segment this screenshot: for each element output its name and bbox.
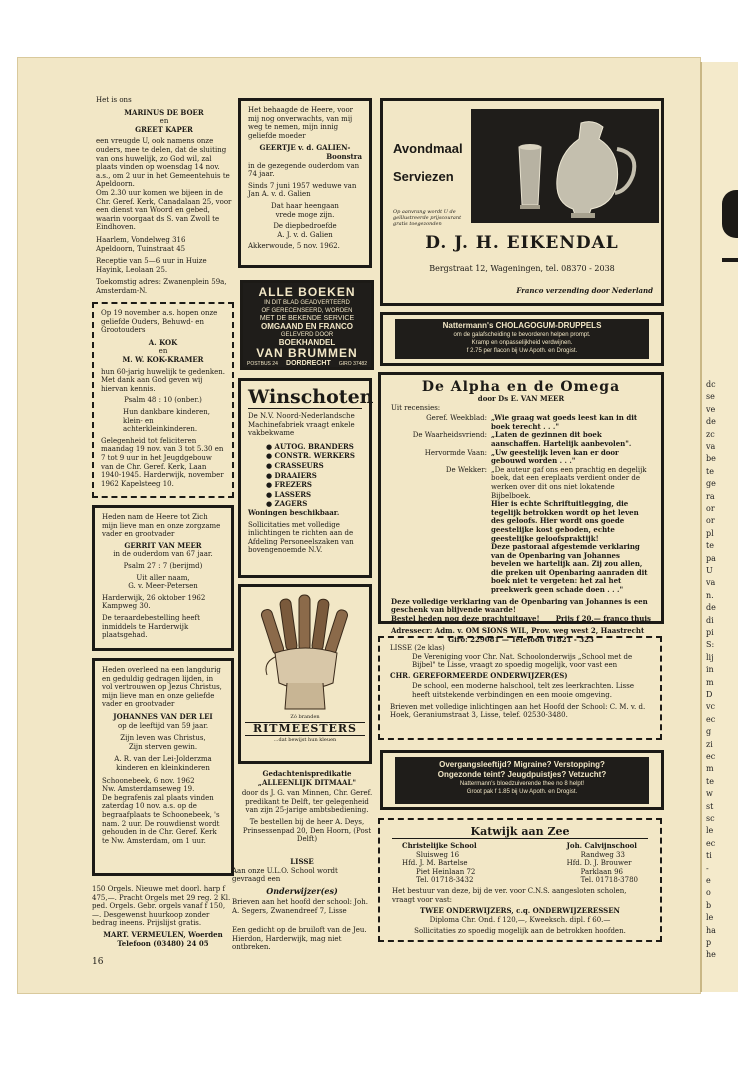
katwijk-role: TWEE ONDERWIJZERS, c.q. ONDERWIJZERESSEN <box>420 906 620 916</box>
death2-name: JOHANNES VAN DER LEI <box>113 711 213 721</box>
job-item: ● ZAGERS <box>266 499 308 509</box>
nattermann1-line-2: om de galafscheiding te bevorderen helpen prompt. <box>453 332 591 338</box>
lisse2-desc: De school, een moderne halschool, telt zes leerkrachten. Lisse heeft uitstekende verbindingen en een mooie omgeving. <box>412 682 634 699</box>
stub-fragment: b <box>706 900 712 910</box>
groom-name: MARINUS DE BOER <box>124 107 204 117</box>
galien-age: in de gezegende ouderdom van 74 jaar. <box>248 161 360 179</box>
wedding-announcement <box>96 96 232 295</box>
lisse2-title: LISSE (2e klas) <box>390 644 445 652</box>
galien-verse-1: Dat haar heengaan <box>271 201 339 210</box>
nattermann2-line-1: Overgangsleeftijd? Migraine? Verstopping? <box>439 760 605 769</box>
katwijk-school-advertisement <box>378 818 662 942</box>
stub-fragment: D <box>706 690 713 699</box>
boeken-line-7: BOEKHANDEL <box>278 338 336 347</box>
galien-name-2: Boonstra <box>326 151 362 161</box>
bookshop-advertisement <box>240 280 374 370</box>
nattermann2-line-3: Nattermann's bloedzuiverende thee no 8 helpt! <box>459 781 585 787</box>
stub-fragment: va <box>706 442 716 451</box>
school-1-name: Christelijke School <box>402 841 477 850</box>
death-notice-galien <box>238 98 372 268</box>
nattermann-thee-ad <box>380 750 664 810</box>
nattermann2-line-2: Ongezonde teint? Jeugdpuistjes? Vetzucht? <box>437 770 607 779</box>
lisse2-apply: Brieven met volledige inlichtingen aan het Hoofd der School: C. M. v. d. Hoek, Geraniumstraat 3, Lisse, telef. 02530-3480. <box>390 702 646 720</box>
job-item: ● CRASSEURS <box>266 460 324 470</box>
organ-body: 150 Orgels. Nieuwe met doorl. harp f 475,—. Pracht Orgels met 29 reg. 2 Kl. ped. Orgels. Gebr. orgels vanaf f 150,—. Desgewenst huurkoop zonder bedrag ineens. Prijslijst gratis. <box>92 885 231 928</box>
death-notice-van-meer <box>92 505 234 651</box>
gedacht-body: door ds J. G. van Minnen, Chr. Geref. predikant te Delft, ter gelegenheid van zijn 25-jarige ambtsbediening. <box>241 789 373 815</box>
stub-fragment: o <box>706 888 711 898</box>
gedacht-quote: „ALLEENLIJK DITMAAL" <box>257 777 357 787</box>
nattermann1-title: Nattermann's CHOLAGOGUM-DRUPPELS <box>442 321 602 330</box>
death2-funeral: De begrafenis zal plaats vinden zaterdag 10 nov. a.s. op de begraafplaats te Schoonebeek, 's nam. 2 uur. De rouwdienst wordt gehouden in de Chr. Geref. Kerk te Nw. Amsterdam, om 1 uur. <box>102 793 220 845</box>
boeken-shop-name: VAN BRUMMEN <box>256 346 358 360</box>
nattermann-cholagogum-ad <box>380 312 664 366</box>
galien-verse-2: vrede moge zijn. <box>275 210 335 219</box>
boeken-title: ALLE BOEKEN <box>258 285 356 299</box>
stub-fragment: or <box>706 516 715 526</box>
winschoten-job-list <box>248 442 362 509</box>
stub-fragment: ti <box>706 851 712 861</box>
anniversary-announcement <box>92 302 234 498</box>
anniv-psalm: Psalm 48 : 10 (onber.) <box>124 396 202 405</box>
stub-fragment: le <box>706 826 714 836</box>
job-item: ● LASSERS <box>266 489 312 499</box>
organ-phone: Telefoon (03480) 24 05 <box>117 938 209 948</box>
death-notice-van-der-lei <box>92 658 234 876</box>
alpha-price: Prijs f 20,— franco thuis <box>555 613 651 623</box>
review-row <box>391 431 651 448</box>
wedding-body-2: Om 2.30 uur komen we bijeen in de Chr. Geref. Kerk, Canadalaan 25, voor een dienst van Woord en gebed, waarin voorgaat ds S. van Zwoll te Eindhoven. <box>96 188 232 232</box>
job-item-label: LASSERS <box>274 489 312 499</box>
eikendal-title-2: Serviezen <box>393 169 454 184</box>
galien-since: Sinds 7 juni 1957 weduwe van Jan A. v. d. Galien <box>248 181 357 199</box>
wedding-body: een vreugde U, ook namens onze ouders, mee te delen, dat de sluiting van ons huwelijk, zo God wil, zal plaats vinden op woensdag 14 nov. a.s., om 2 uur in het Gemeentehuis te Apeldoorn. <box>96 137 230 189</box>
stub-fragment: pa <box>706 553 716 563</box>
alpha-uit: Uit recensies: <box>391 403 441 412</box>
alpha-p2: Deze pastoraal afgestemde verklaring van de Openbaring van Johannes bevelen we hartelijk aan. Zij zou allen, die preken uit Openbaring aanraden dit boek niet te vergeten: het zal het preekwerk geen schade doen . . ." <box>491 542 648 595</box>
job-item-label: CONSTR. WERKERS <box>274 451 355 461</box>
future-address: Toekomstig adres: Zwanenplein 59a, Amsterdam-N. <box>96 278 227 295</box>
nattermann2-inner <box>395 757 649 804</box>
anniv-name-1: A. KOK <box>148 337 178 347</box>
alpha-author: door Ds E. VAN MEER <box>477 394 565 403</box>
stub-fragment: e <box>706 876 711 885</box>
boeken-city: DORDRECHT <box>286 360 331 367</box>
alpha-title: De Alpha en de Omega <box>421 379 621 395</box>
stub-fragment: or <box>706 504 715 513</box>
nattermann2-line-4: Groot pak f 1.85 bij Uw Apoth. en Drogist. <box>466 789 578 795</box>
stub-fragment: ge <box>706 479 716 489</box>
katwijk-school-2 <box>567 842 638 885</box>
alpha-reviews <box>391 414 651 500</box>
job-item-label: AUTOG. BRANDERS <box>274 441 354 451</box>
eikendal-title-1: Avondmaal <box>393 141 463 156</box>
stub-fragment: n. <box>706 590 714 600</box>
death1-uit: Uit aller naam, <box>136 573 190 582</box>
review-text: „De auteur gaf ons een prachtig en degelijk boek, dat een ereplaats verdient onder de werken over dit ons niet lokatende Bijbelboek. <box>491 465 647 500</box>
death1-psalm: Psalm 27 : 7 (berijmd) <box>123 561 203 570</box>
job-item: ● DRAAIERS <box>266 470 317 480</box>
katwijk-school-1 <box>402 842 477 885</box>
stub-fragment: S: <box>706 640 715 650</box>
organ-seller: MART. VERMEULEN, Woerden <box>103 929 223 939</box>
wedding-intro: Het is ons <box>96 96 132 104</box>
anniv-body: hun 60-jarig huwelijk te gedenken. Met dank aan God geven wij hiervan kennis. <box>101 367 225 393</box>
stub-fragment: de <box>706 417 716 427</box>
winschoten-intro: De N.V. Noord-Nederlandsche Machinefabriek vraagt enkele vakbekwame <box>248 412 355 438</box>
gedacht-title: Gedachtenispredikatie <box>262 769 352 778</box>
review-source: De Waarheidsvriend: <box>412 431 487 440</box>
stub-fragment: ve <box>706 404 716 414</box>
stub-fragment: vc <box>706 702 715 712</box>
katwijk-diploma: Diploma Chr. Ond. f 120,—, Kweeksch. dipl. f 60.— <box>429 915 611 924</box>
death1-sign: G. v. Meer-Petersen <box>128 582 198 591</box>
stub-fragment: se <box>706 392 715 402</box>
stub-fragment: lij <box>706 652 714 662</box>
alpha-order-row <box>391 615 651 624</box>
alpha-omega-book-ad <box>378 372 664 645</box>
alpha-address-1: Adressecr: Adm. v. OM SIONS WIL, Prov. weg west 2, Haastrecht <box>391 626 645 636</box>
death2-age: op de leeftijd van 59 jaar. <box>117 721 209 730</box>
katwijk-body: Het bestuur van deze, bij de ver. voor C.N.S. aangesloten scholen, vraagt voor vast: <box>392 886 627 904</box>
review-row <box>391 466 651 500</box>
lisse2-body: De Vereniging voor Chr. Nat. Schoolonderwijs „School met de Bijbel" te Lisse, vraagt zo spoedig mogelijk, voor vast een <box>412 652 633 670</box>
stub-fragment: ra <box>706 491 715 501</box>
gedachtenis-advertisement <box>240 770 374 844</box>
katwijk-schools <box>392 842 648 885</box>
anniv-name-2: M. W. KOK-KRAMER <box>122 354 204 364</box>
stub-fragment: dc <box>706 380 716 389</box>
rit-brand: RITMEESTERS <box>245 722 365 736</box>
column-1 <box>96 96 232 295</box>
address-2: Apeldoorn, Tuinstraat 45 <box>96 244 186 253</box>
anniv-reception: Gelegenheid tot feliciteren maandag 19 nov. van 3 tot 5.30 en 7 tot 9 uur in het Jeugdgebouw van de Chr. Geref. Kerk, Laan 1940-1945. Harderwijk, november 1962 Kapelsteeg 10. <box>101 436 224 488</box>
anniv-and: en <box>158 347 168 356</box>
ritmeesters-advertisement <box>238 584 372 764</box>
nattermann1-line-4: f 2.75 per flacon bij Uw Apoth. en Drogist. <box>466 348 578 354</box>
stub-fragment: U <box>706 566 713 575</box>
address-1: Haarlem, Vondelweg 316 <box>96 235 186 244</box>
galien-place: Akkerwoude, 5 nov. 1962. <box>248 242 340 251</box>
galien-name-1: GEERTJE v. d. GALIEN- <box>259 143 351 153</box>
boeken-footer <box>247 360 367 368</box>
page-number: 16 <box>92 957 104 967</box>
review-text: „Uw geestelijk leven kan er door gebouwd worden . . ." <box>491 447 619 466</box>
anniv-intro: Op 19 november a.s. hopen onze geliefde Ouders, Behuwd- en Grootouders <box>101 309 218 335</box>
death1-funeral: De teraardebestelling heeft inmiddels te Harderwijk plaatsgehad. <box>102 613 200 640</box>
school-1-head: Hfd. J. M. Bartelse <box>402 859 468 868</box>
stub-fragment: pi <box>706 628 714 637</box>
death2-place-2: Nw. Amsterdamseweg 19. <box>102 785 195 794</box>
katwijk-title: Katwijk aan Zee <box>392 825 648 839</box>
nattermann1-line-3: Kramp en onpasselijkheid verdwijnen. <box>471 340 573 346</box>
death2-verse-2: Zijn sterven gewin. <box>128 742 198 751</box>
boeken-line-2: IN DIT BLAD GEADVERTEERD <box>264 300 350 306</box>
death1-name: GERRIT VAN MEER <box>124 540 202 550</box>
reception: Receptie van 5—6 uur in Huize Hayink, Leolaan 25. <box>96 257 207 274</box>
winschoten-job-advertisement <box>238 378 372 578</box>
alpha-p3: Deze volledige verklaring van de Openbaring van Johannes is een geschenk van blijvende waarde! <box>391 596 648 615</box>
stub-fragment: te <box>706 466 714 476</box>
school-2-head-address: Parklaan 96 <box>580 867 623 876</box>
death2-verse-1: Zijn leven was Christus, <box>120 734 206 743</box>
death1-age: in de ouderdom van 67 jaar. <box>113 550 213 559</box>
stub-fragment: te <box>706 541 714 551</box>
stub-fragment: m <box>706 677 714 687</box>
gedacht-order: Te bestellen bij de heer A. Deys, Prinsessenpad 20, Den Hoorn, (Post Delft) <box>242 817 372 844</box>
right-page-big-letter <box>722 190 738 238</box>
right-page-rule <box>722 258 738 262</box>
stub-fragment: de <box>706 603 716 613</box>
stub-fragment: in <box>706 665 714 675</box>
anniv-kids: Hun dankbare kinderen, klein- en achterkleinkinderen. <box>123 407 210 434</box>
boeken-line-3: OF GERECENSEERD, WORDEN <box>261 308 353 314</box>
job-item-label: DRAAIERS <box>274 470 317 480</box>
lisse-role: Onderwijzer(es) <box>266 885 338 896</box>
school-2-head: Hfd. D. J. Brouwer <box>566 859 632 868</box>
boeken-line-5: OMGAAND EN FRANCO <box>261 322 353 331</box>
stub-fragment: g <box>706 727 712 737</box>
stub-fragment: w <box>706 789 713 799</box>
lisse-ulo-advertisement <box>232 858 372 916</box>
poem-advertisement: Een gedicht op de bruiloft van de Jeu. Hierdon, Harderwijk, mag niet ontbreken. <box>232 926 367 952</box>
school-1-phone: Tel. 01718-3432 <box>416 876 474 885</box>
boeken-line-4: MET DE BEKENDE SERVICE <box>259 315 355 322</box>
galien-intro: Het behaagde de Heere, voor mij nog onverwachts, van mij weg te nemen, mijn innig geliefde moeder <box>248 106 353 140</box>
job-item: ● CONSTR. WERKERS <box>266 451 355 461</box>
stub-fragment: m <box>706 764 714 774</box>
bride-name: GREET KAPER <box>135 124 193 134</box>
rit-small: Zó branden <box>290 714 320 720</box>
review-text: „Laten de gezinnen dit boek aanschaffen. Hartelijk aanbevolen". <box>491 430 632 448</box>
death2-intro: Heden overleed na een langdurig en geduldig gedragen lijden, in vol vertrouwen op Jezus Christus, mijn lieve man en onze geliefde vader en grootvader <box>102 666 222 709</box>
job-item-label: FREZERS <box>274 480 312 490</box>
stub-fragment: le <box>706 913 714 923</box>
job-item-label: ZAGERS <box>274 499 308 509</box>
stub-fragment: va <box>706 578 716 588</box>
stub-fragment: zi <box>706 739 713 749</box>
hand-with-cigars-illustration <box>245 591 365 711</box>
stub-fragment: di <box>706 615 714 625</box>
alpha-p1: Hier is echte Schriftuitlegging, die tegelijk betrokken wordt op het leven des geloofs. Hier wordt ons goede geestelijke kost geboden, echte geestelijke geloofspraktijk! <box>491 499 639 543</box>
organ-advertisement <box>92 885 234 948</box>
winschoten-housing: Woningen beschikbaar. <box>248 507 340 517</box>
stub-fragment: st <box>706 801 714 811</box>
review-text: „Wie graag wat goeds leest kan in dit boek terecht . . ." <box>491 413 638 431</box>
galien-sign-1: De diepbedroefde <box>273 222 337 231</box>
nattermann1-inner <box>395 319 649 359</box>
alpha-extra <box>391 500 651 595</box>
school-2-phone: Tel. 01718-3780 <box>580 876 638 885</box>
school-1-street: Sluisweg 16 <box>416 850 460 859</box>
review-row <box>391 414 651 431</box>
eikendal-address: Bergstraat 12, Wageningen, tel. 08370 - 2038 <box>429 264 615 273</box>
stub-fragment: - <box>706 863 709 873</box>
death1-place: Harderwijk, 26 oktober 1962 Kampweg 30. <box>102 593 206 611</box>
stub-fragment: he <box>706 950 716 960</box>
alpha-order: Bestel heden nog deze prachtuitgave! <box>391 613 540 623</box>
stub-fragment: ec <box>706 838 716 848</box>
alpha-address-2: Giro: 229081 — Telefoon 01821 - 323 <box>448 635 594 645</box>
death2-place-1: Schoonebeek, 6 nov. 1962 <box>102 776 195 785</box>
lisse-school-advertisement <box>378 636 662 740</box>
eikendal-name: D. J. H. EIKENDAL <box>425 233 619 253</box>
galien-sign-2: A. J. v. d. Galien <box>277 230 333 239</box>
school-2-street: Randweg 33 <box>580 850 625 859</box>
stub-fragment: pl <box>706 528 714 538</box>
stub-fragment: te <box>706 776 714 786</box>
lisse-apply: Brieven aan het hoofd der school: Joh. A. Segers, Zwanendreef 7, Lisse <box>232 898 368 915</box>
eikendal-photo <box>471 109 659 223</box>
review-source: Hervormde Vaan: <box>424 448 487 457</box>
lisse-body: Aan onze U.L.O. School wordt gevraagd een <box>232 866 338 884</box>
boeken-line-6: GELEVERD DOOR <box>280 332 334 338</box>
school-1-head-address: Piet Heinlaan 72 <box>416 867 476 876</box>
job-item-label: CRASSEURS <box>274 460 324 470</box>
review-row <box>391 449 651 466</box>
stub-fragment: sc <box>706 814 715 823</box>
stub-fragment: zc <box>706 429 715 439</box>
stub-fragment: be <box>706 454 716 464</box>
rit-tagline: ...dat bewijst hun kleuen <box>273 736 337 743</box>
death2-sign: A. R. van der Lei-Jolderzma kinderen en kleinkinderen <box>114 755 212 772</box>
death1-intro: Heden nam de Heere tot Zich mijn lieve man en onze zorgzame vader en grootvader <box>102 513 221 539</box>
lisse-title: LISSE <box>290 857 314 866</box>
review-source: De Wekker: <box>445 465 487 474</box>
job-item: ● AUTOG. BRANDERS <box>266 441 354 451</box>
boeken-postbus: POSTBUS 24 <box>247 361 278 367</box>
boeken-giro: GIRO 37482 <box>338 361 367 367</box>
eikendal-advertisement <box>380 98 664 306</box>
review-source: Geref. Weekblad: <box>426 414 487 423</box>
eikendal-footer: Franco verzending door Nederland <box>516 286 653 295</box>
stub-fragment: p <box>706 938 712 947</box>
lisse2-role: CHR. GEREFORMEERDE ONDERWIJZER(ES) <box>390 670 568 680</box>
katwijk-apply: Sollicitaties zo spoedig mogelijk aan de betrokken hoofden. <box>414 927 626 936</box>
winschoten-apply: Sollicitaties met volledige inlichtingen te richten aan de Afdeling Personeelszaken van bovengenoemde N.V. <box>248 520 354 555</box>
stub-fragment: ec <box>706 714 716 724</box>
winschoten-title: Winschoten <box>248 386 374 408</box>
and-text: en <box>159 117 169 126</box>
communion-cup-and-jug-icon <box>471 109 659 223</box>
stub-fragment: ha <box>706 925 716 935</box>
job-item: ● FREZERS <box>266 480 312 490</box>
stub-fragment: ec <box>706 752 716 761</box>
eikendal-note: Op aanvrang wordt U de geïllustreerde prijscourant gratis toegezonden <box>393 209 462 227</box>
school-2-name: Joh. Calvijnschool <box>566 841 637 850</box>
